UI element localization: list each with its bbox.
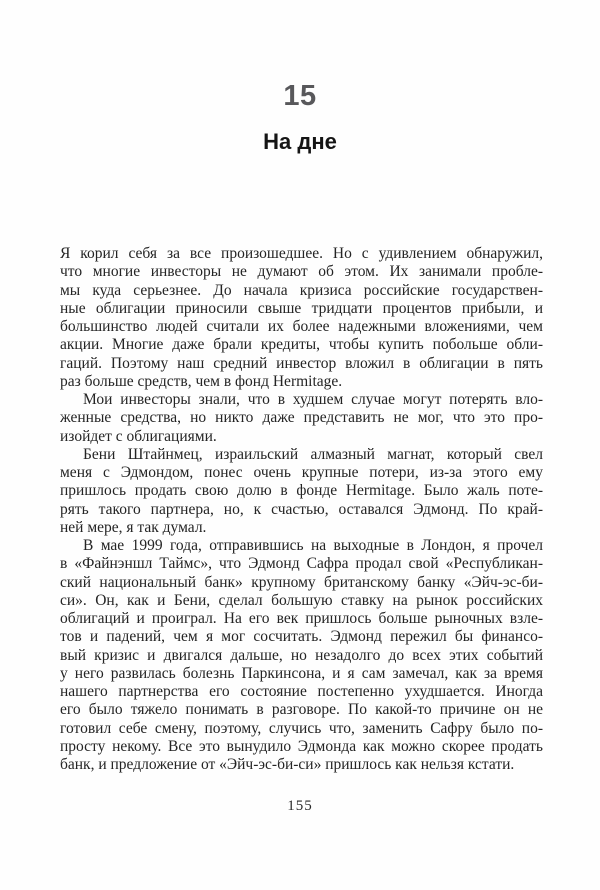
body-line: Бени Штайнмец, израильский алмазный магнат, который свел xyxy=(83,445,543,463)
body-line: си». Он, как и Бени, сделал большую ставку на рынок российских xyxy=(60,591,543,609)
body-line: мы куда серьезнее. До начала кризиса российские государствен- xyxy=(60,281,543,299)
body-line: у него развилась болезнь Паркинсона, и я сам замечал, как за время xyxy=(60,664,543,682)
body-line: женные средства, но никто даже представить не мог, что это про- xyxy=(60,409,543,427)
body-line: рять такого партнера, но, к счастью, оставался Эдмонд. По край- xyxy=(60,500,543,518)
body-line: большинство людей считали их более надежными вложениями, чем xyxy=(60,318,543,335)
body-text xyxy=(60,245,543,774)
body-line: ней мере, я так думал. xyxy=(60,518,207,536)
body-line: меня с Эдмондом, понес очень крупные потери, из-за этого ему xyxy=(60,464,543,481)
body-line: просту некому. Все это вынудило Эдмонда как можно скорее продать xyxy=(60,737,543,755)
body-line: вый кризис и двигался дальше, но незадолго до всех этих событий xyxy=(60,646,543,664)
body-line: Я корил себя за все произошедшее. Но с удивлением обнаружил, xyxy=(60,245,543,262)
body-line: В мае 1999 года, отправившись на выходные в Лондон, я прочел xyxy=(83,537,543,554)
body-line: изойдет с облигациями. xyxy=(60,427,217,445)
body-line: акции. Многие даже брали кредиты, чтобы купить побольше обли- xyxy=(60,336,543,354)
body-line: банк, и предложение от «Эйч-эс-би-си» пришлось как нельзя кстати. xyxy=(60,756,515,773)
body-line: раз больше средств, чем в фонд Hermitage. xyxy=(60,372,343,390)
body-line: готовил себе смену, поэтому, случись что, заменить Сафру было по- xyxy=(60,719,543,737)
body-line: облигаций и проиграл. На его век пришлось больше рыночных взле- xyxy=(60,610,543,627)
body-line: в «Файнэншл Таймс», что Эдмонд Сафра продал свой «Республикан- xyxy=(60,555,543,573)
body-line: ский национальный банк» крупному британскому банку «Эйч-эс-би- xyxy=(60,573,543,591)
body-line: его было тяжело понимать в разговоре. По какой-то причине он не xyxy=(60,701,543,719)
body-line: что многие инвесторы не думают об этом. Их занимали пробле- xyxy=(60,263,543,281)
chapter-title: На дне xyxy=(263,129,337,154)
body-line: гаций. Поэтому наш средний инвестор вложил в облигации в пять xyxy=(60,354,543,372)
page-number: 155 xyxy=(287,798,313,814)
body-line: тов и падений, чем я мог сосчитать. Эдмонд пережил бы финансо- xyxy=(60,628,543,646)
body-line: ные облигации приносили свыше тридцати процентов прибыли, и xyxy=(60,299,543,317)
body-line: нашего партнерства его состояние постепенно ухудшается. Иногда xyxy=(60,683,543,700)
body-line: Мои инвесторы знали, что в худшем случае могут потерять вло- xyxy=(83,391,543,408)
body-line: пришлось продать свою долю в фонде Hermitage. Было жаль поте- xyxy=(60,482,543,500)
chapter-number: 15 xyxy=(283,80,317,112)
